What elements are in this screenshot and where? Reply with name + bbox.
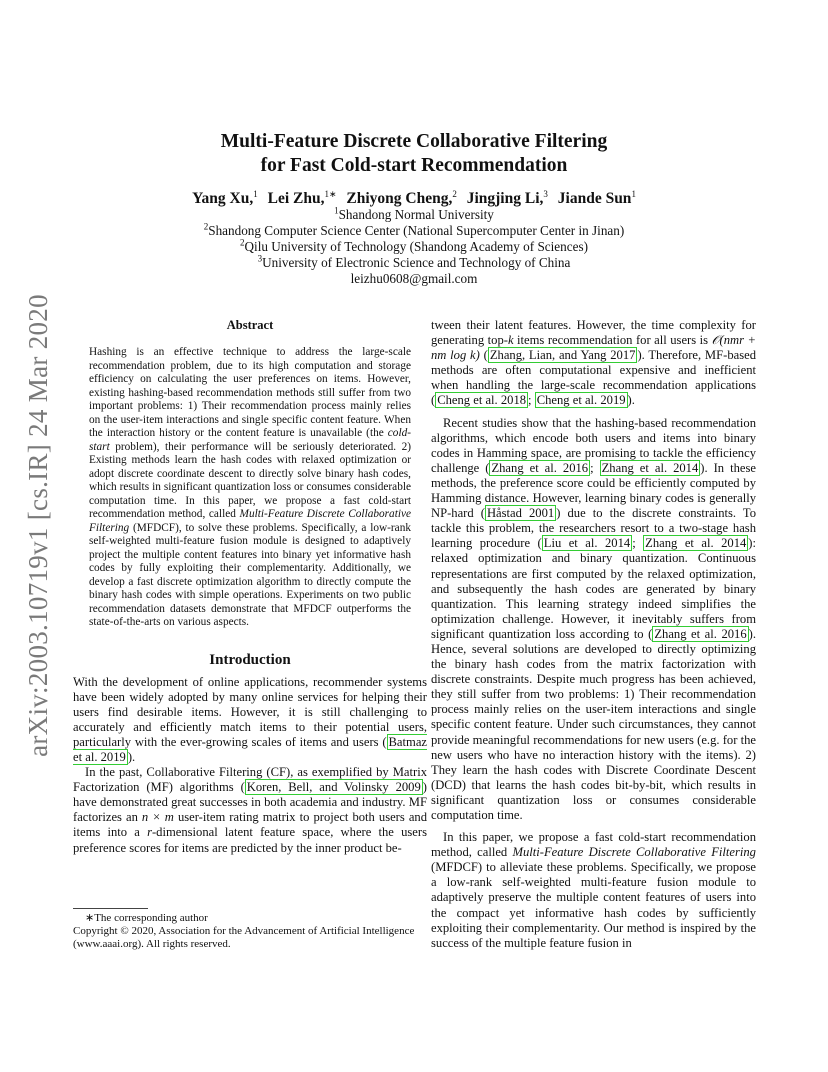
footnote xyxy=(73,912,427,951)
introduction-heading: Introduction xyxy=(209,651,291,668)
author-email: leizhu0608@gmail.com xyxy=(350,271,478,286)
author: Yang Xu,$^1$ xyxy=(192,188,258,207)
intro-paragraph: With the development of online applications, recommender systems have been widely adopted by many online services for helping their users find desirable items. However, it is still challenging to accurately and efficiently match items to their potential users, particularly with the ever-growing scales of items and users ( Batmaz et al. 2019 ). xyxy=(73,674,427,764)
author: Jiande Sun$^1$ xyxy=(557,188,636,207)
author: Zhiyong Cheng,$^2$ xyxy=(346,188,457,207)
arxiv-identifier: arXiv:2003.10719v1 [cs.IR] 24 Mar 2020 xyxy=(22,293,53,757)
copyright-notice: Copyright © 2020, Association for the Advancement of Artificial Intelligence (www.aaai.org). All rights reserved. xyxy=(73,925,415,950)
affiliation: $^3$University of Electronic Science and Technology of China xyxy=(257,253,571,270)
abstract-text: Hashing is an effective technique to address the large-scale recommendation problem, due to its high computation and storage efficiency on calculating the user preferences on items. However, existing hashing-based recommendation methods still suffer from two important problems: 1) Their recommendation process mainly relies on the user-item interactions and single specific content feature. When the interaction history or the content feature is unavailable (the cold-start problem), their performance will be seriously deteriorated. 2) Existing methods learn the hash codes with relaxed optimization or adopt discrete coordinate descent to directly solve binary hash codes, which results in significant quantization loss or consumes considerable computation time. In this paper, we propose a fast cold-start recommendation method, called Multi-Feature Discrete Collaborative Filtering (MFDCF), to solve these problems. Specifically, a low-rank self-weighted multi-feature fusion module is designed to adaptively project the multiple content features into binary yet informative hash codes by fully exploiting their complementarity. Additionally, we develop a fast discrete optimization algorithm to directly compute the binary hash codes with simple operations. Experiments on two public recommendation datasets demonstrate that MFDCF outperforms the state-of-the-arts on various aspects. xyxy=(89,346,412,628)
citation-link[interactable]: Zhang et al. 2014 xyxy=(601,460,699,475)
paper-title xyxy=(0,130,828,178)
right-column xyxy=(431,318,756,951)
affiliation: $^2$Qilu University of Technology (Shandong Academy of Sciences) xyxy=(240,237,588,254)
author: Jingjing Li,$^3$ xyxy=(466,188,548,207)
citation-link[interactable]: Zhang et al. 2016 xyxy=(491,460,589,475)
citation-link[interactable]: Cheng et al. 2018 xyxy=(437,393,527,408)
citation-link[interactable]: Zhang, Lian, and Yang 2017 xyxy=(489,348,636,363)
citation-link[interactable]: Zhang et al. 2014 xyxy=(645,536,747,551)
author: Lei Zhu,$^{1∗}$ xyxy=(267,188,337,207)
intro-paragraph: In the past, Collaborative Filtering (CF), as exemplified by Matrix Factorization (MF) algorithms ( Koren, Bell, and Volinsky 2009 ) have demonstrated great successes in both academia and industry. MF factorizes an n × m user-item rating matrix to project both users and items into a r-dimensional latent feature space, where the users preference scores for items are predicted by the inner product be- xyxy=(73,765,428,855)
citation-link[interactable]: Zhang et al. 2016 xyxy=(654,626,747,641)
title-line-1: Multi-Feature Discrete Collaborative Filtering xyxy=(220,131,608,152)
title-line-2: for Fast Cold-start Recommendation xyxy=(260,155,568,176)
footnote-rule xyxy=(73,908,148,909)
citation-link[interactable]: Koren, Bell, and Volinsky 2009 xyxy=(246,780,421,795)
body-paragraph: In this paper, we propose a fast cold-start recommendation method, called Multi-Feature Discrete Collaborative Filtering (MFDCF) to alleviate these problems. Specifically, we propose a low-rank self-weighted multi-feature fusion module to adaptively preserve the multiple content features of users into the compact yet informative hash codes by sufficiently exploiting their complementarity. Our method is inspired by the success of the multiple feature fusion in xyxy=(431,830,756,950)
citation-link[interactable]: Cheng et al. 2019 xyxy=(536,393,626,408)
author-list xyxy=(0,189,828,209)
affiliation: $^1$Shandong Normal University xyxy=(334,205,494,222)
citation-link[interactable]: Batmaz et al. 2019 xyxy=(73,734,427,764)
citation-link[interactable]: Liu et al. 2014 xyxy=(543,536,631,551)
citation-link[interactable]: Håstad 2001 xyxy=(486,506,555,521)
corresponding-author-note: ∗The corresponding author xyxy=(85,912,208,924)
body-paragraph: tween their latent features. However, the time complexity for generating top-k items recommendation for all users is 𝒪(nmr + nm log k) ( Zhang, Lian, and Yang 2017 ). Therefore, MF-based methods are often computational expensive and inefficient when handling the large-scale recommendation applications ( Cheng et al. 2018 ; Cheng et al. 2019 ). xyxy=(431,318,756,408)
abstract-heading: Abstract xyxy=(226,318,274,332)
body-paragraph: Recent studies show that the hashing-based recommendation algorithms, which encode both users and items into binary codes in Hamming space, are promising to tackle the efficiency challenge ( Zhang et al. 2016 ; Zhang et al. 2014 ). In these methods, the preference score could be efficiently computed by Hamming distance. However, learning binary codes is generally NP-hard ( Håstad 2001 ) due to the discrete constraints. To tackle this problem, the researchers resort to a two-stage hash learning procedure ( Liu et al. 2014 ; Zhang et al. 2014 ): relaxed optimization and binary quantization. Continuous representations are first computed by the relaxed optimization, and subsequently the hash codes are generated by binary quantization. This learning strategy indeed simplifies the optimization challenge. However, it inevitably suffers from significant quantization loss according to ( Zhang et al. 2016 ). Hence, several solutions are developed to directly optimizing the binary hash codes from the matrix factorization with discrete constraints. Despite much progress has been achieved, they still suffer from two problems: 1) Their recommendation process mainly relies on the user-item interactions and single specific content feature. Under such circumstances, they cannot provide meaningful recommendations for new users (e.g. for the new users who have no interaction history with the items). 2) They learn the hash codes with Discrete Coordinate Descent (DCD) that learns the hash codes bit-by-bit, which results in significant quantization loss or consumes considerable computation time. xyxy=(431,415,757,822)
left-column xyxy=(73,318,427,856)
affiliation: $^2$Shandong Computer Science Center (National Supercomputer Center in Jinan) xyxy=(203,221,625,238)
